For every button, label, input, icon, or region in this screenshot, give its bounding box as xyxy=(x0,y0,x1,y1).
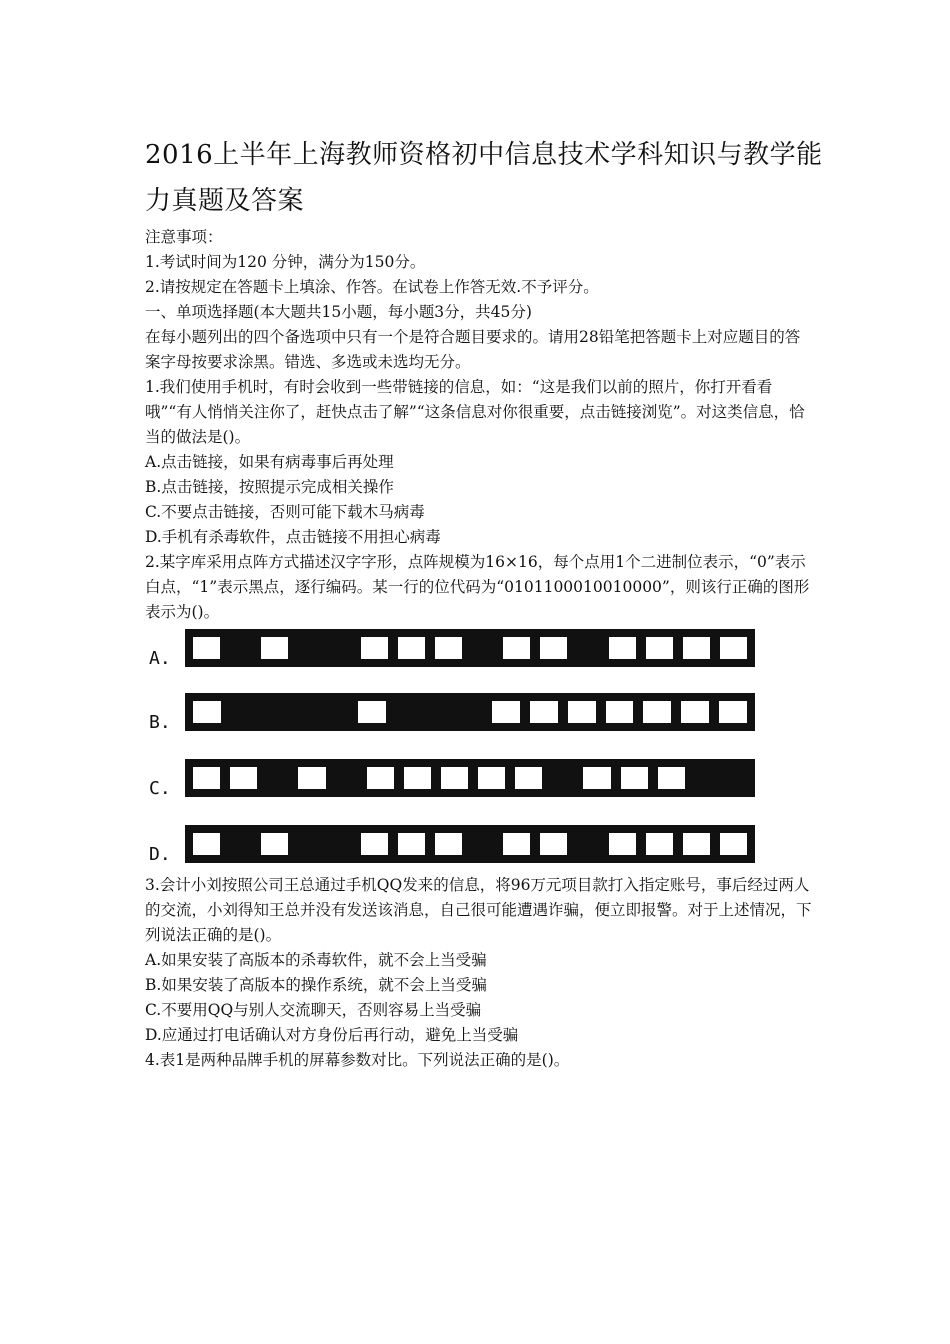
white-dot-cell xyxy=(640,698,674,726)
bit-strip xyxy=(185,629,755,667)
black-dot-cell xyxy=(467,828,498,860)
white-dot-cell xyxy=(643,830,676,858)
white-dot-cell xyxy=(258,830,291,858)
white-dot-cell xyxy=(680,634,713,662)
black-dot-cell xyxy=(690,762,721,794)
white-dot-cell xyxy=(500,634,533,662)
black-dot-cell xyxy=(467,632,498,664)
white-dot-cell xyxy=(190,698,224,726)
black-dot-cell xyxy=(572,828,603,860)
white-dot-cell xyxy=(565,698,599,726)
question-1-option-c: C.不要点击链接，否则可能下载木马病毒 xyxy=(145,503,425,521)
option-label: D. xyxy=(149,844,171,865)
question-3-stem: 3.会计小刘按照公司王总通过手机QQ发来的信息，将96万元项目款打入指定账号，事后经过两人的交流，小刘得知王总并没有发送该消息，自己很可能遭遇诈骗，便立即报警。对于上述情况，下列说法正确的是()。 xyxy=(145,876,812,944)
black-dot-cell xyxy=(572,632,603,664)
black-dot-cell xyxy=(293,632,324,664)
white-dot-cell xyxy=(395,634,428,662)
white-dot-cell xyxy=(655,764,688,792)
white-dot-cell xyxy=(678,698,712,726)
black-dot-cell xyxy=(293,828,324,860)
question-4-stem: 4.表1是两种品牌手机的屏幕参数对比。下列说法正确的是()。 xyxy=(145,1051,570,1069)
white-dot-cell xyxy=(258,634,291,662)
notice-item-2: 2.请按规定在答题卡上填涂、作答。在试卷上作答无效.不予评分。 xyxy=(145,278,599,296)
document-title xyxy=(145,132,825,224)
white-dot-cell xyxy=(537,830,570,858)
option-label: C. xyxy=(149,778,171,799)
white-dot-cell xyxy=(500,830,533,858)
section-instruction: 在每小题列出的四个备选项中只有一个是符合题目要求的。请用28铅笔把答题卡上对应题目的答案字母按要求涂黑。错选、多选或未选均无分。 xyxy=(145,328,801,371)
white-dot-cell xyxy=(489,698,523,726)
white-dot-cell xyxy=(606,830,639,858)
notice-item-1: 1.考试时间为120 分钟，满分为150分。 xyxy=(145,253,426,271)
white-dot-cell xyxy=(227,764,260,792)
white-dot-cell xyxy=(190,830,223,858)
question-1-option-a: A.点击链接，如果有病毒事后再处理 xyxy=(145,453,394,471)
question-3-option-d: D.应通过打电话确认对方身份后再行动，避免上当受骗 xyxy=(145,1026,519,1044)
black-dot-cell xyxy=(225,632,256,664)
question-3-block xyxy=(145,873,815,1073)
white-dot-cell xyxy=(717,634,750,662)
black-dot-cell xyxy=(325,828,356,860)
bit-strip xyxy=(185,825,755,863)
white-dot-cell xyxy=(358,830,391,858)
black-dot-cell xyxy=(226,696,258,728)
black-dot-cell xyxy=(290,696,322,728)
section-heading: 一、单项选择题(本大题共15小题，每小题3分，共45分) xyxy=(145,303,532,321)
option-row-d xyxy=(145,825,765,865)
white-dot-cell xyxy=(643,634,676,662)
white-dot-cell xyxy=(432,830,465,858)
option-row-c xyxy=(145,759,765,799)
white-dot-cell xyxy=(395,830,428,858)
black-dot-cell xyxy=(262,762,293,794)
question-2-stem: 2.某字库采用点阵方式描述汉字字形，点阵规模为16×16，每个点用1个二进制位表示，“0”表示白点，“1”表示黑点，逐行编码。某一行的位代码为“0101100010010000”，则该行正确的图形表示为()。 xyxy=(145,553,810,621)
white-dot-cell xyxy=(358,634,391,662)
bit-strip xyxy=(185,759,755,797)
option-label: A. xyxy=(149,648,171,669)
white-dot-cell xyxy=(475,764,508,792)
title-line-1: 2016上半年上海教师资格初中信息技术学科知识与教学能 xyxy=(145,140,823,170)
notice-block xyxy=(145,225,815,625)
white-dot-cell xyxy=(190,634,223,662)
white-dot-cell xyxy=(355,698,389,726)
question-3-option-c: C.不要用QQ与别人交流聊天，否则容易上当受骗 xyxy=(145,1001,482,1019)
black-dot-cell xyxy=(391,696,423,728)
white-dot-cell xyxy=(537,634,570,662)
question-3-option-b: B.如果安装了高版本的操作系统，就不会上当受骗 xyxy=(145,976,487,994)
white-dot-cell xyxy=(717,830,750,858)
black-dot-cell xyxy=(455,696,487,728)
white-dot-cell xyxy=(527,698,561,726)
question-1-option-d: D.手机有杀毒软件，点击链接不用担心病毒 xyxy=(145,528,441,546)
black-dot-cell xyxy=(423,696,455,728)
black-dot-cell xyxy=(331,762,362,794)
bit-strip xyxy=(185,693,755,731)
white-dot-cell xyxy=(438,764,471,792)
white-dot-cell xyxy=(680,830,713,858)
white-dot-cell xyxy=(401,764,434,792)
white-dot-cell xyxy=(512,764,545,792)
white-dot-cell xyxy=(603,698,637,726)
black-dot-cell xyxy=(322,696,354,728)
black-dot-cell xyxy=(258,696,290,728)
white-dot-cell xyxy=(716,698,750,726)
black-dot-cell xyxy=(225,828,256,860)
title-line-2: 力真题及答案 xyxy=(145,186,305,216)
question-3-option-a: A.如果安装了高版本的杀毒软件，就不会上当受骗 xyxy=(145,951,487,969)
white-dot-cell xyxy=(295,764,328,792)
black-dot-cell xyxy=(325,632,356,664)
black-dot-cell xyxy=(721,762,752,794)
white-dot-cell xyxy=(606,634,639,662)
black-dot-cell xyxy=(547,762,578,794)
notice-heading: 注意事项： xyxy=(145,228,223,246)
option-row-b xyxy=(145,693,765,733)
question-1-stem: 1.我们使用手机时，有时会收到一些带链接的信息，如：“这是我们以前的照片，你打开看看哦”“有人悄悄关注你了，赶快点击了解”“这条信息对你很重要，点击链接浏览”。对这类信息，恰当的做法是()。 xyxy=(145,378,805,446)
option-label: B. xyxy=(149,712,171,733)
white-dot-cell xyxy=(364,764,397,792)
bit-pattern-figure xyxy=(145,625,765,870)
question-1-option-b: B.点击链接，按照提示完成相关操作 xyxy=(145,478,394,496)
white-dot-cell xyxy=(580,764,613,792)
white-dot-cell xyxy=(432,634,465,662)
option-row-a xyxy=(145,629,765,669)
white-dot-cell xyxy=(190,764,223,792)
white-dot-cell xyxy=(618,764,651,792)
